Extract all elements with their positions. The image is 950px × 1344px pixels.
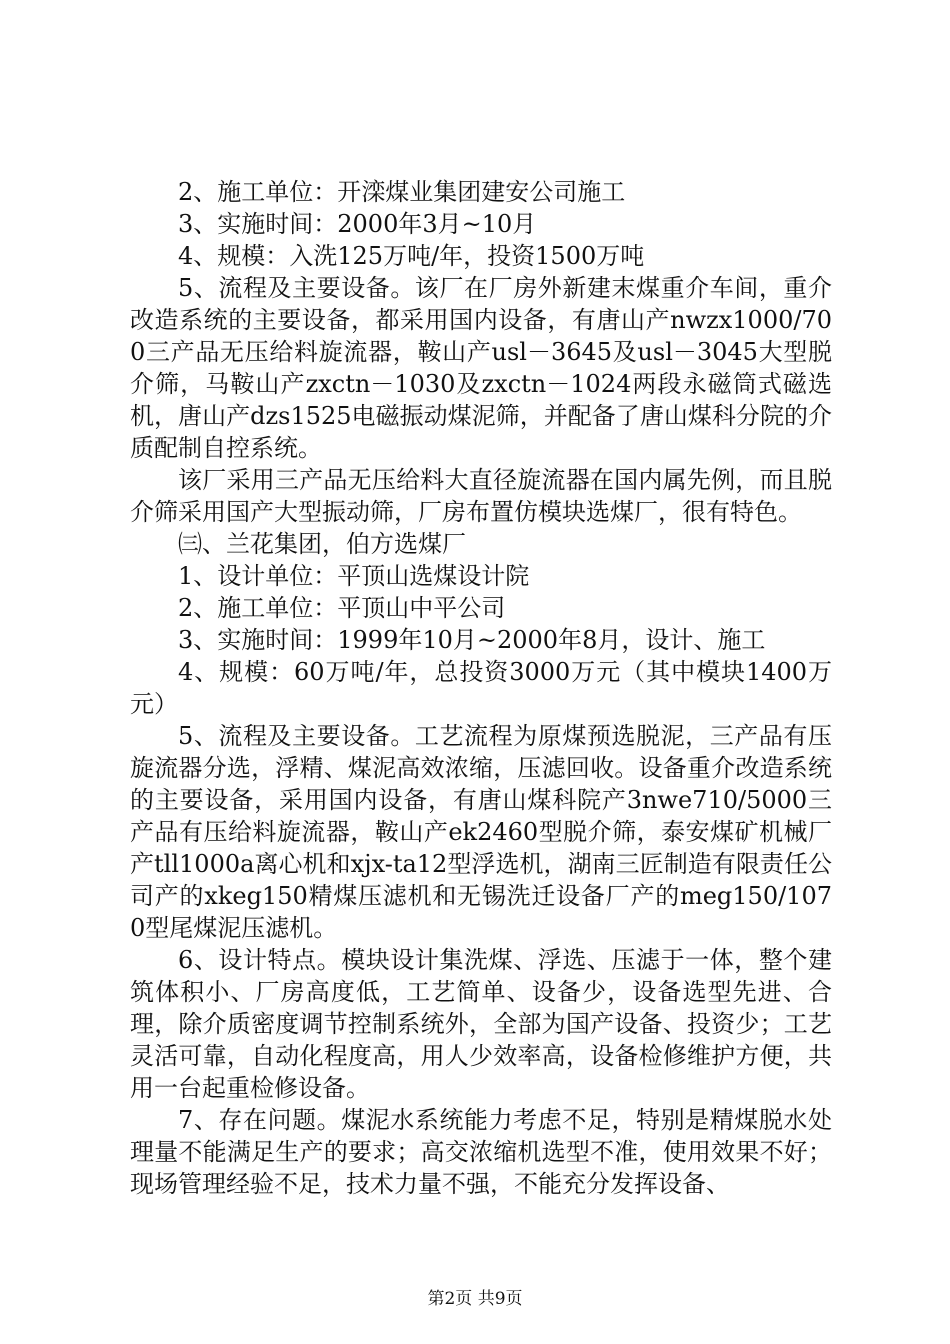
paragraph-design-features: 6、设计特点。模块设计集洗煤、浮选、压滤于一体，整个建筑体积小、厂房高度低，工艺简单、设备少，设备选型先进、合理，除介质密度调节控制系统外，全部为国产设备、投资少；工艺灵活可靠，自动化程度高，用人少效率高，设备检修维护方便，共用一台起重检修设备。 (130, 946, 832, 1102)
paragraph-scale: 4、规模：入洗125万吨/年，投资1500万吨 (178, 242, 645, 270)
paragraph-implementation-time: 3、实施时间：2000年3月~10月 (178, 210, 537, 238)
paragraph-implementation-time-2: 3、实施时间：1999年10月~2000年8月，设计、施工 (178, 626, 766, 654)
paragraph-process-equipment-2: 5、流程及主要设备。工艺流程为原煤预选脱泥，三产品有压旋流器分选，浮精、煤泥高效浓缩，压滤回收。设备重介改造系统的主要设备，采用国内设备，有唐山煤科院产3nwe710/5000三产品有压给料旋流器，鞍山产ek2460型脱介筛，泰安煤矿机械厂产tll1000a离心机和xjx-ta12型浮选机，湖南三匠制造有限责任公司产的xkeg150精煤压滤机和无锡洗迁设备厂产的meg150/1070型尾煤泥压滤机。 (130, 722, 832, 942)
paragraph-design-unit: 1、设计单位：平顶山选煤设计院 (178, 562, 530, 590)
paragraph-construction-unit: 2、施工单位：开滦煤业集团建安公司施工 (178, 178, 626, 206)
paragraph-plant-features: 该厂采用三产品无压给料大直径旋流器在国内属先例，而且脱介筛采用国产大型振动筛，厂房布置仿模块选煤厂，很有特色。 (130, 466, 832, 526)
paragraph-process-equipment: 5、流程及主要设备。该厂在厂房外新建末煤重介车间，重介改造系统的主要设备，都采用国内设备，有唐山产nwzx1000/700三产品无压给料旋流器，鞍山产usl－3645及usl－3045大型脱介筛，马鞍山产zxctn－1030及zxctn－1024两段永磁筒式磁选机，唐山产dzs1525电磁振动煤泥筛，并配备了唐山煤科分院的介质配制自控系统。 (130, 274, 832, 462)
paragraph-scale-2: 4、规模：60万吨/年，总投资3000万元（其中模块1400万元） (130, 658, 832, 718)
document-body (130, 176, 832, 1200)
paragraph-existing-problems: 7、存在问题。煤泥水系统能力考虑不足，特别是精煤脱水处理量不能满足生产的要求；高交浓缩机选型不准，使用效果不好；现场管理经验不足，技术力量不强，不能充分发挥设备、 (130, 1106, 832, 1198)
paragraph-construction-unit-2: 2、施工单位：平顶山中平公司 (178, 594, 506, 622)
section-heading-lanhua-group: ㈢、兰花集团，伯方选煤厂 (178, 530, 466, 558)
page-number-footer: 第2页 共9页 (427, 1289, 523, 1309)
